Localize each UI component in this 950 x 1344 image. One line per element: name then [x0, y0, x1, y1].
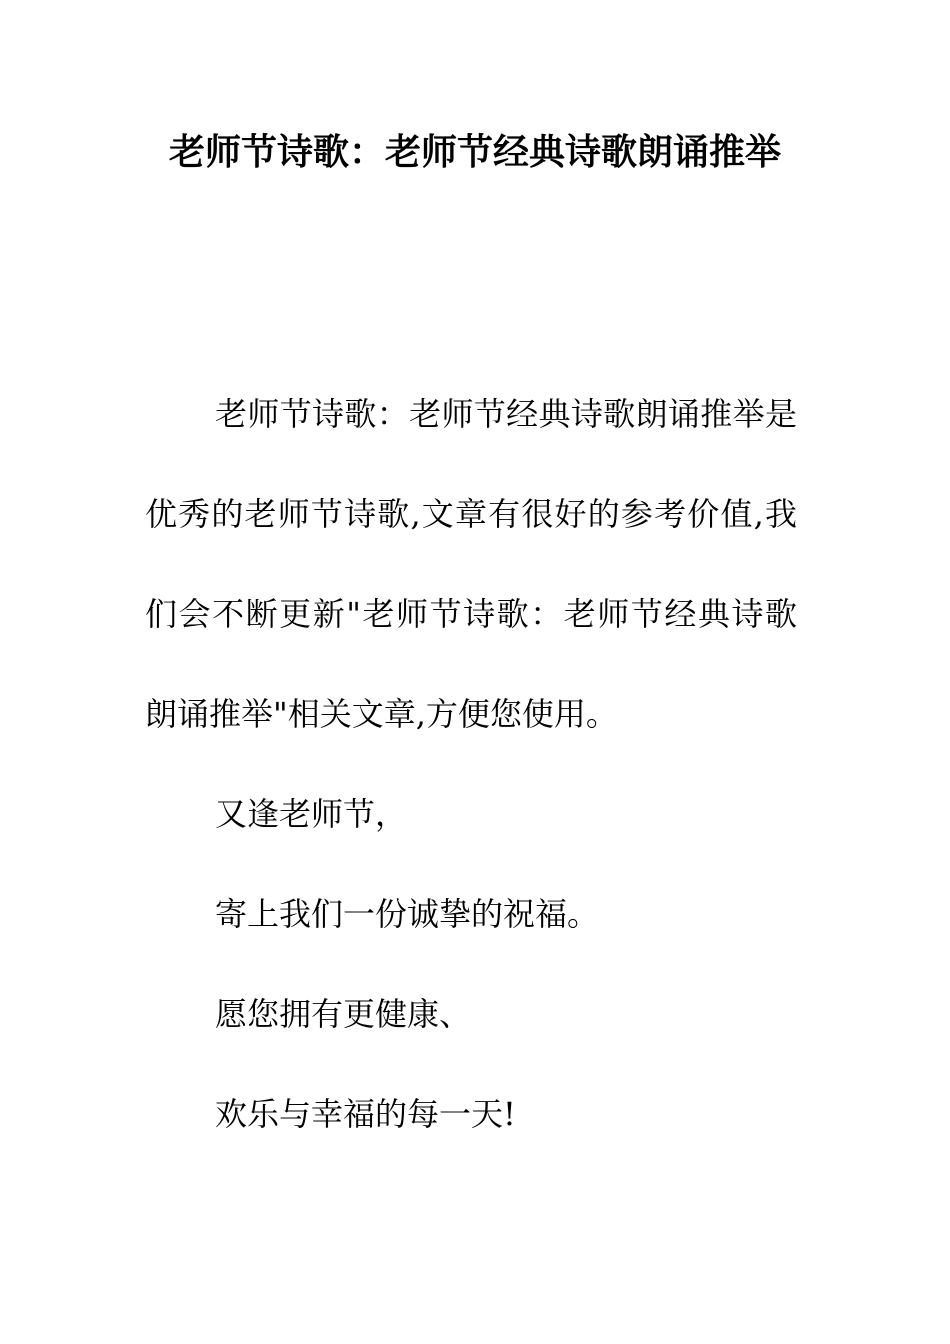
- document-title: 老师节诗歌：老师节经典诗歌朗诵推举: [168, 132, 781, 173]
- poem-line-2: 寄上我们一份诚挚的祝福。: [215, 895, 600, 933]
- poem-line-4: 欢乐与幸福的每一天!: [215, 1095, 516, 1133]
- document-body: [145, 364, 797, 1164]
- intro-paragraph: 老师节诗歌：老师节经典诗歌朗诵推举是优秀的老师节诗歌,文章有很好的参考价值,我们会不断更新"老师节诗歌：老师节经典诗歌朗诵推举"相关文章,方便您使用。: [145, 395, 797, 733]
- poem-line-3: 愿您拥有更健康、: [215, 995, 472, 1033]
- poem-line-1: 又逢老师节，: [215, 795, 408, 833]
